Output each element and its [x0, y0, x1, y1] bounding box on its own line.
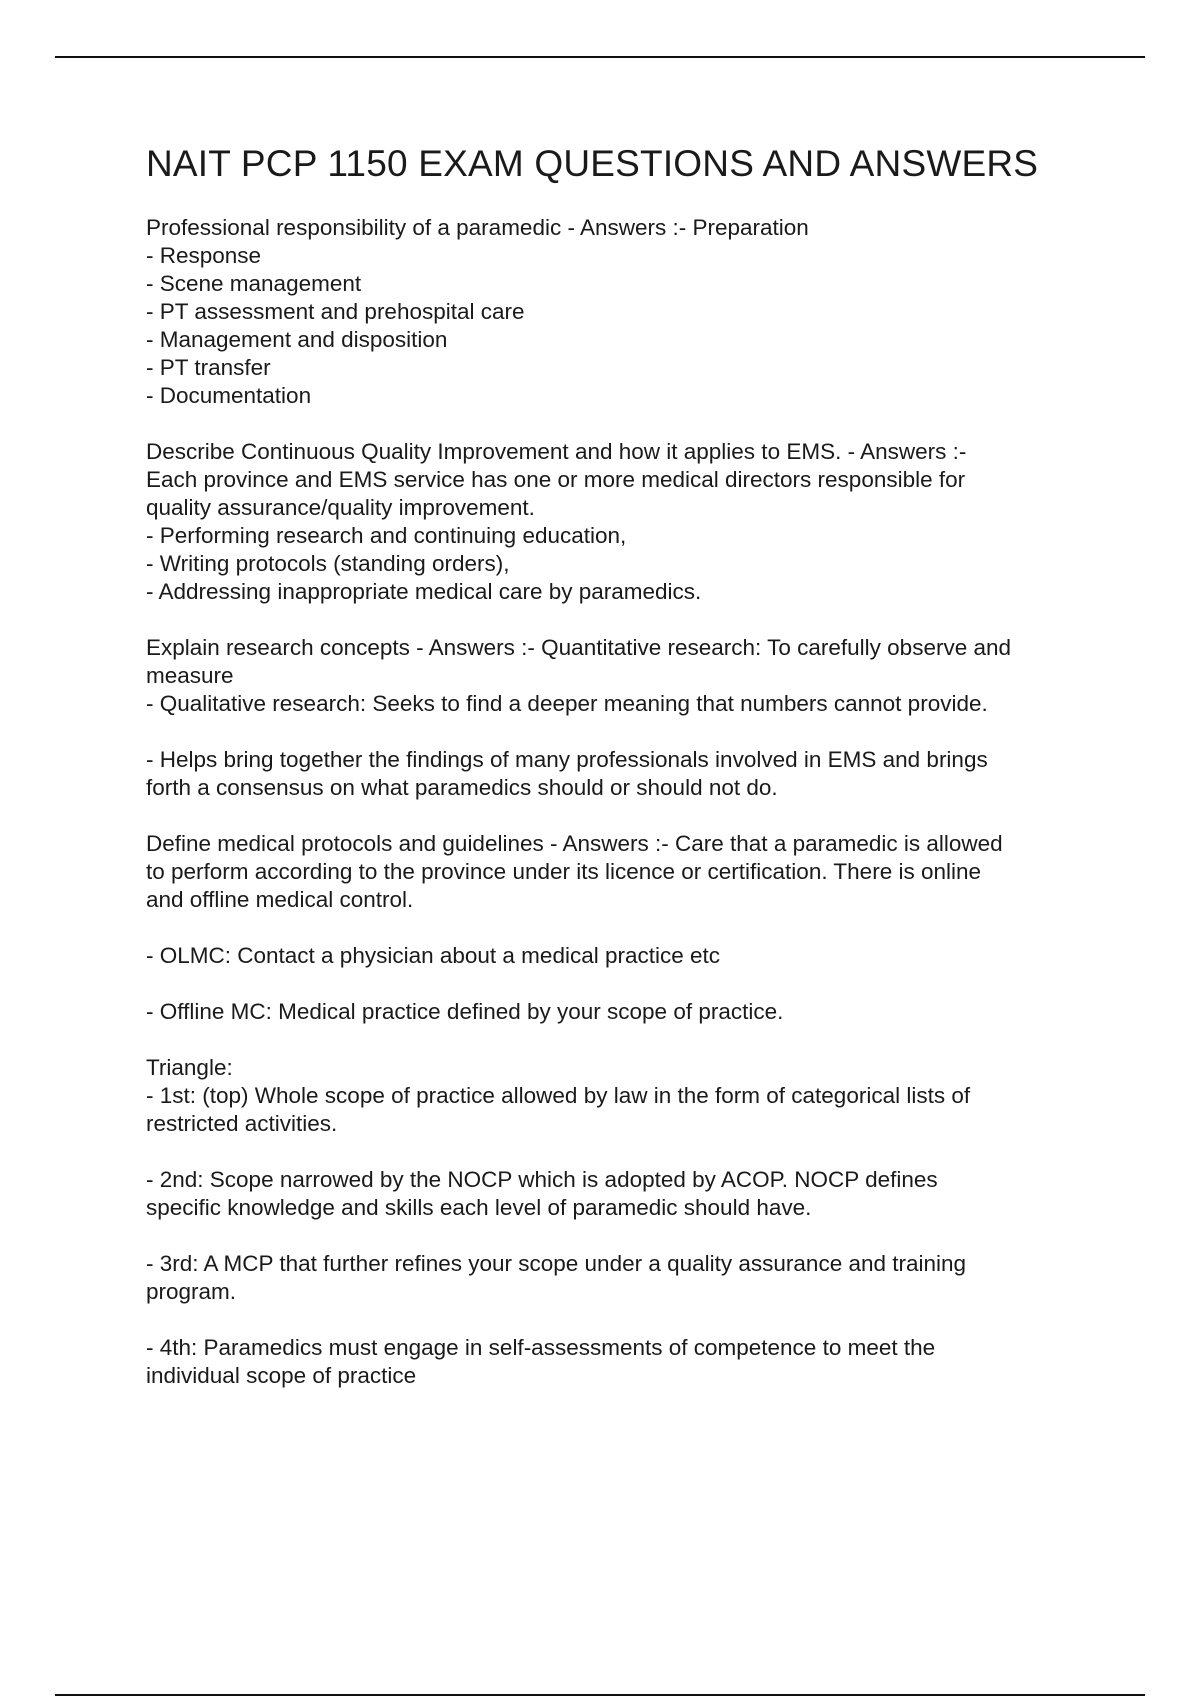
body-line: - PT transfer [146, 355, 271, 380]
body-line: Triangle: [146, 1055, 233, 1080]
body-line: Explain research concepts - Answers :- Quantitative research: To carefully observe and [146, 635, 1012, 660]
body-line: - 3rd: A MCP that further refines your scope under a quality assurance and training [146, 1251, 967, 1276]
bottom-divider [55, 1694, 1145, 1696]
paragraph-gap [146, 1222, 1106, 1250]
body-line: forth a consensus on what paramedics should or should not do. [146, 775, 778, 800]
body-line: - PT assessment and prehospital care [146, 299, 525, 324]
document-body [146, 214, 1106, 1390]
body-line: - Management and disposition [146, 327, 448, 352]
paragraph-gap [146, 410, 1106, 438]
body-line: to perform according to the province under its licence or certification. There is online [146, 859, 982, 884]
body-line: Professional responsibility of a paramedic - Answers :- Preparation [146, 215, 809, 240]
paragraph-gap [146, 606, 1106, 634]
body-line: - Scene management [146, 271, 362, 296]
body-line: Define medical protocols and guidelines - Answers :- Care that a paramedic is allowed [146, 831, 1003, 856]
body-line: individual scope of practice [146, 1363, 417, 1388]
body-line: - Helps bring together the findings of many professionals involved in EMS and brings [146, 747, 988, 772]
body-line: program. [146, 1279, 237, 1304]
body-line: - OLMC: Contact a physician about a medical practice etc [146, 943, 721, 968]
body-line: quality assurance/quality improvement. [146, 495, 535, 520]
body-line: and offline medical control. [146, 887, 414, 912]
page-title: NAIT PCP 1150 EXAM QUESTIONS AND ANSWERS [146, 143, 1039, 184]
body-line: - Qualitative research: Seeks to find a deeper meaning that numbers cannot provide. [146, 691, 988, 716]
body-line: - Writing protocols (standing orders), [146, 551, 510, 576]
paragraph-gap [146, 718, 1106, 746]
paragraph-gap [146, 914, 1106, 942]
body-line: restricted activities. [146, 1111, 338, 1136]
body-line: - Response [146, 243, 262, 268]
paragraph-gap [146, 1306, 1106, 1334]
body-line: - 4th: Paramedics must engage in self-assessments of competence to meet the [146, 1335, 936, 1360]
document-page [146, 140, 1106, 1390]
paragraph-gap [146, 802, 1106, 830]
body-line: - 2nd: Scope narrowed by the NOCP which is adopted by ACOP. NOCP defines [146, 1167, 938, 1192]
body-line: measure [146, 663, 234, 688]
paragraph-gap [146, 1026, 1106, 1054]
body-line: - Offline MC: Medical practice defined by your scope of practice. [146, 999, 784, 1024]
body-line: - Addressing inappropriate medical care by paramedics. [146, 579, 702, 604]
body-line: - Documentation [146, 383, 312, 408]
body-line: Each province and EMS service has one or more medical directors responsible for [146, 467, 966, 492]
paragraph-gap [146, 970, 1106, 998]
body-line: specific knowledge and skills each level of paramedic should have. [146, 1195, 812, 1220]
top-divider [55, 56, 1145, 58]
body-line: - 1st: (top) Whole scope of practice allowed by law in the form of categorical lists of [146, 1083, 971, 1108]
body-line: Describe Continuous Quality Improvement and how it applies to EMS. - Answers :- [146, 439, 967, 464]
body-line: - Performing research and continuing education, [146, 523, 627, 548]
paragraph-gap [146, 1138, 1106, 1166]
